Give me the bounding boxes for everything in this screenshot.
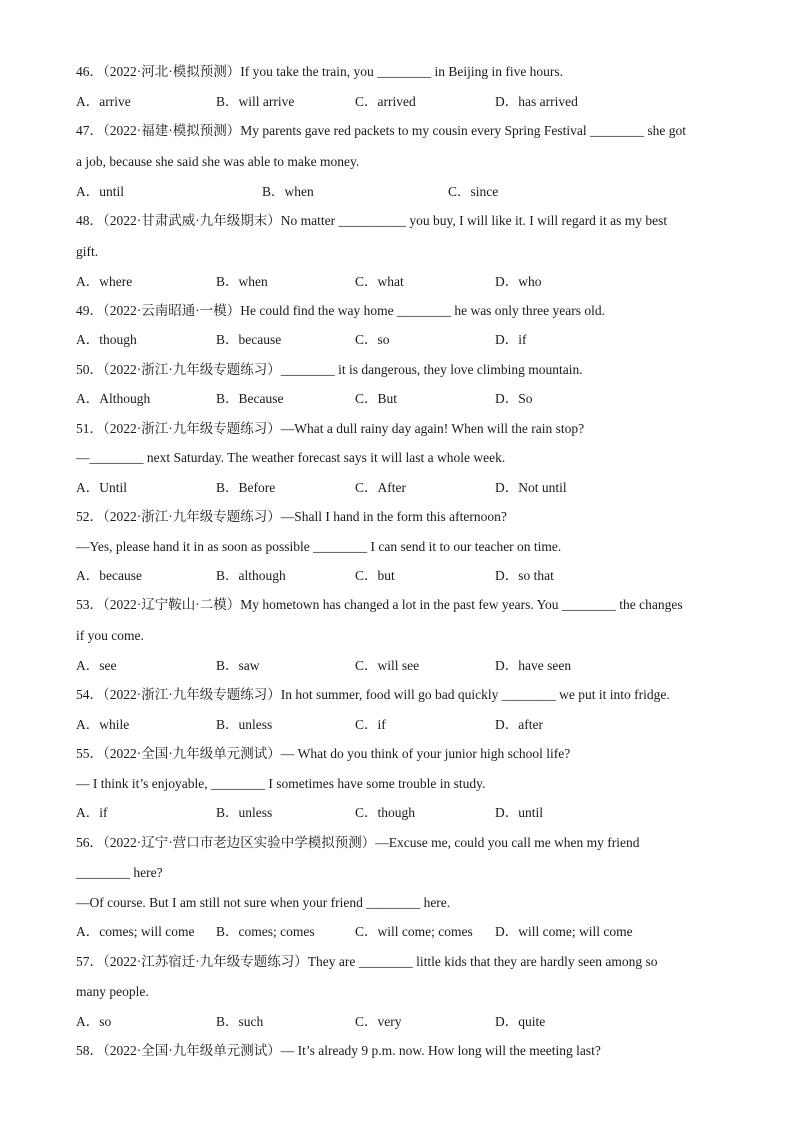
q55-option-b: B．unless xyxy=(216,805,273,820)
question-55-line-2: — I think it’s enjoyable, ________ I sometimes have some trouble in study. xyxy=(76,776,486,791)
q52-option-c: C．but xyxy=(355,568,395,583)
question-48-line-1: 48．（2022·甘肃武威·九年级期末）No matter __________ you buy, I will like it. I will regard it as my best xyxy=(76,213,668,228)
question-53-line-1: 53．（2022·辽宁鞍山·二模）My hometown has changed a lot in the past few years. You ________ the changes xyxy=(76,597,683,612)
question-56-line-2: ________ here? xyxy=(76,865,163,880)
q52-option-a: A．because xyxy=(76,568,142,583)
question-51-line-1: 51．（2022·浙江·九年级专题练习）—What a dull rainy day again! When will the rain stop? xyxy=(76,421,585,436)
question-56-line-3: —Of course. But I am still not sure when your friend ________ here. xyxy=(76,895,451,910)
q57-option-a: A．so xyxy=(76,1014,112,1029)
q50-option-b: B．Because xyxy=(216,391,284,406)
question-50-line-1: 50．（2022·浙江·九年级专题练习）________ it is dangerous, they love climbing mountain. xyxy=(76,362,583,377)
question-49-line-1: 49．（2022·云南昭通·一模）He could find the way home ________ he was only three years old. xyxy=(76,303,606,318)
q53-option-c: C．will see xyxy=(355,658,420,673)
q46-option-d: D．has arrived xyxy=(495,94,578,109)
q56-option-c: C．will come; comes xyxy=(355,924,473,939)
q57-option-b: B．such xyxy=(216,1014,264,1029)
q50-option-a: A．Although xyxy=(76,391,151,406)
q50-option-c: C．But xyxy=(355,391,398,406)
q55-option-a: A．if xyxy=(76,805,108,820)
q55-option-d: D．until xyxy=(495,805,544,820)
q53-option-a: A．see xyxy=(76,658,117,673)
question-56-line-1: 56．（2022·辽宁·营口市老边区实验中学模拟预测）—Excuse me, could you call me when my friend xyxy=(76,835,640,850)
q54-option-a: A．while xyxy=(76,717,130,732)
q54-option-d: D．after xyxy=(495,717,543,732)
q46-option-c: C．arrived xyxy=(355,94,416,109)
q47-option-b: B．when xyxy=(262,184,314,199)
question-55-line-1: 55．（2022·全国·九年级单元测试）— What do you think of your junior high school life? xyxy=(76,746,571,761)
question-53-line-2: if you come. xyxy=(76,628,144,643)
q49-option-d: D．if xyxy=(495,332,527,347)
q54-option-c: C．if xyxy=(355,717,386,732)
question-48-line-2: gift. xyxy=(76,244,99,259)
q56-option-b: B．comes; comes xyxy=(216,924,315,939)
q46-option-b: B．will arrive xyxy=(216,94,295,109)
q48-option-c: C．what xyxy=(355,274,404,289)
question-52-line-1: 52．（2022·浙江·九年级专题练习）—Shall I hand in the form this afternoon? xyxy=(76,509,507,524)
q52-option-d: D．so that xyxy=(495,568,554,583)
q48-option-a: A．where xyxy=(76,274,133,289)
question-58-line-1: 58．（2022·全国·九年级单元测试）— It’s already 9 p.m. now. How long will the meeting last? xyxy=(76,1043,601,1058)
q51-option-d: D．Not until xyxy=(495,480,567,495)
question-54-line-1: 54．（2022·浙江·九年级专题练习）In hot summer, food will go bad quickly ________ we put it into fridge. xyxy=(76,687,670,702)
q47-option-a: A．until xyxy=(76,184,125,199)
q47-option-c: C．since xyxy=(448,184,499,199)
q51-option-a: A．Until xyxy=(76,480,128,495)
question-47-line-1: 47．（2022·福建·模拟预测）My parents gave red packets to my cousin every Spring Festival ________ she got xyxy=(76,123,687,138)
q49-option-a: A．though xyxy=(76,332,137,347)
q53-option-b: B．saw xyxy=(216,658,260,673)
question-52-line-2: —Yes, please hand it in as soon as possible ________ I can send it to our teacher on time. xyxy=(76,539,562,554)
question-46-line-1: 46．（2022·河北·模拟预测）If you take the train, you ________ in Beijing in five hours. xyxy=(76,64,564,79)
question-51-line-2: —________ next Saturday. The weather forecast says it will last a whole week. xyxy=(76,450,506,465)
q52-option-b: B．although xyxy=(216,568,286,583)
q50-option-d: D．So xyxy=(495,391,533,406)
q51-option-c: C．After xyxy=(355,480,406,495)
q51-option-b: B．Before xyxy=(216,480,276,495)
q55-option-c: C．though xyxy=(355,805,416,820)
question-47-line-2: a job, because she said she was able to make money. xyxy=(76,154,360,169)
q54-option-b: B．unless xyxy=(216,717,273,732)
q57-option-c: C．very xyxy=(355,1014,402,1029)
q53-option-d: D．have seen xyxy=(495,658,572,673)
q56-option-d: D．will come; will come xyxy=(495,924,633,939)
q56-option-a: A．comes; will come xyxy=(76,924,195,939)
q46-option-a: A．arrive xyxy=(76,94,131,109)
question-57-line-2: many people. xyxy=(76,984,149,999)
question-57-line-1: 57．（2022·江苏宿迁·九年级专题练习）They are ________ little kids that they are hardly seen among so xyxy=(76,954,658,969)
q48-option-b: B．when xyxy=(216,274,268,289)
q49-option-c: C．so xyxy=(355,332,390,347)
q49-option-b: B．because xyxy=(216,332,282,347)
q48-option-d: D．who xyxy=(495,274,542,289)
q57-option-d: D．quite xyxy=(495,1014,546,1029)
